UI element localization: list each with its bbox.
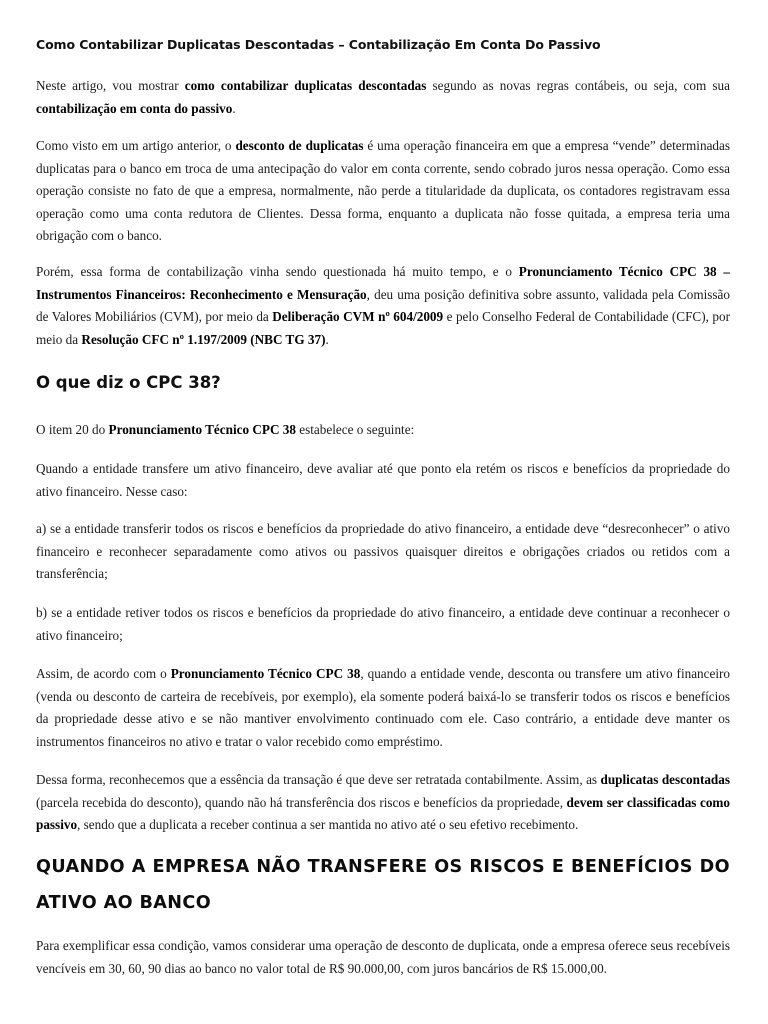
- intro-paragraph: [36, 75, 730, 120]
- text-span: e pelo Conselho Federal de Contabilidade (CFC), por meio da: [36, 309, 730, 347]
- page-title: Como Contabilizar Duplicatas Descontadas – Contabilização Em Conta Do Passivo: [36, 37, 601, 52]
- text-span: O item 20 do: [36, 422, 109, 437]
- section-heading-cpc: O que diz o CPC 38?: [36, 373, 221, 392]
- cpc-history-paragraph: [36, 261, 730, 351]
- bold-span: devem ser classificadas como passivo: [36, 794, 730, 833]
- item-b-paragraph: b) se a entidade retiver todos os riscos e benefícios da propriedade do ativo financeiro, a entidade deve continuar a reconhecer o ativo financeiro;: [36, 605, 730, 643]
- transfer-paragraph: Quando a entidade transfere um ativo financeiro, deve avaliar até que ponto ela retém os riscos e benefícios da propriedade do ativo financeiro. Nesse caso:: [36, 461, 730, 499]
- text-span: .: [325, 331, 329, 347]
- definition-paragraph: [36, 135, 730, 248]
- text-span: Neste artigo, vou mostrar: [36, 78, 185, 93]
- bold-span: Pronunciamento Técnico CPC 38: [170, 666, 361, 681]
- text-span: Como visto em um artigo anterior, o: [36, 138, 236, 153]
- bold-span: contabilização em conta do passivo: [36, 100, 233, 116]
- item-a-paragraph: a) se a entidade transferir todos os riscos e benefícios da propriedade do ativo financeiro, a entidade deve “desreconhecer” o ativo financeiro e reconhecer separadamente como ativos ou passivos quaisquer direitos e obrigações criados ou retidos com a transferência;: [36, 521, 730, 582]
- text-span: , quando a entidade vende, desconta ou transfere um ativo financeiro (venda ou desconto de carteira de recebíveis, por exemplo), ela somente poderá baixá-lo se transferir todos os riscos e benefícios da propriedade desse ativo e se não mantiver envolvimento continuado com ele. Caso contrário, a entidade deve manter os instrumentos financeiros no ativo e tratar o valor recebido como empréstimo.: [36, 666, 731, 749]
- text-span: , sendo que a duplicata a receber continua a ser mantida no ativo até o seu efetivo recebimento.: [77, 817, 579, 833]
- item-20-paragraph: [36, 419, 730, 442]
- section-heading-quando: QUANDO A EMPRESA NÃO TRANSFERE OS RISCOS E BENEFÍCIOS DO ATIVO AO BANCO: [36, 857, 730, 913]
- bold-span: Resolução CFC nº 1.197/2009 (NBC TG 37): [81, 331, 326, 347]
- bold-span: Pronunciamento Técnico CPC 38 – Instrumentos Financeiros: Reconhecimento e Mensuração: [36, 264, 730, 302]
- text-span: Dessa forma, reconhecemos que a essência da transação é que deve ser retratada contabilmente. Assim, as: [36, 772, 601, 787]
- text-span: (parcela recebida do desconto), quando não há transferência dos riscos e benefícios da propriedade,: [36, 794, 567, 810]
- bold-span: Pronunciamento Técnico CPC 38: [108, 422, 296, 437]
- bold-span: desconto de duplicatas: [235, 138, 364, 153]
- text-span: , deu uma posição definitiva sobre assunto, validada pela Comissão de Valores Mobiliários (CVM), por meio da: [36, 286, 730, 325]
- conclusion-paragraph: [36, 663, 730, 753]
- text-span: é uma operação financeira em que a empresa “vende” determinadas duplicatas para o banco em troca de uma antecipação do valor em conta corrente, sendo cobrado juros nessa operação. Como essa operação consiste no fato de que a empresa, normalmente, não perde a titularidade da duplicata, os contadores registravam essa operação como uma conta redutora de Clientes. Dessa forma, enquanto a duplicata não fosse quitada, a empresa teria uma obrigação com o banco.: [36, 138, 730, 244]
- text-span: estabelece o seguinte:: [295, 422, 415, 437]
- bold-span: Deliberação CVM nº 604/2009: [272, 309, 444, 325]
- text-span: .: [232, 100, 236, 116]
- bold-span: como contabilizar duplicatas descontadas: [184, 78, 427, 93]
- essence-paragraph: [36, 769, 730, 837]
- text-span: segundo as novas regras contábeis, ou seja, com sua: [426, 78, 730, 93]
- example-paragraph: Para exemplificar essa condição, vamos considerar uma operação de desconto de duplicata, onde a empresa oferece seus recebíveis vencíveis em 30, 60, 90 dias ao banco no valor total de R$ 90.000,00, com juros bancários de R$ 15.000,00.: [36, 938, 730, 976]
- text-span: Assim, de acordo com o: [36, 666, 171, 681]
- bold-span: duplicatas descontadas: [600, 772, 730, 787]
- text-span: Porém, essa forma de contabilização vinha sendo questionada há muito tempo, e o: [36, 264, 519, 279]
